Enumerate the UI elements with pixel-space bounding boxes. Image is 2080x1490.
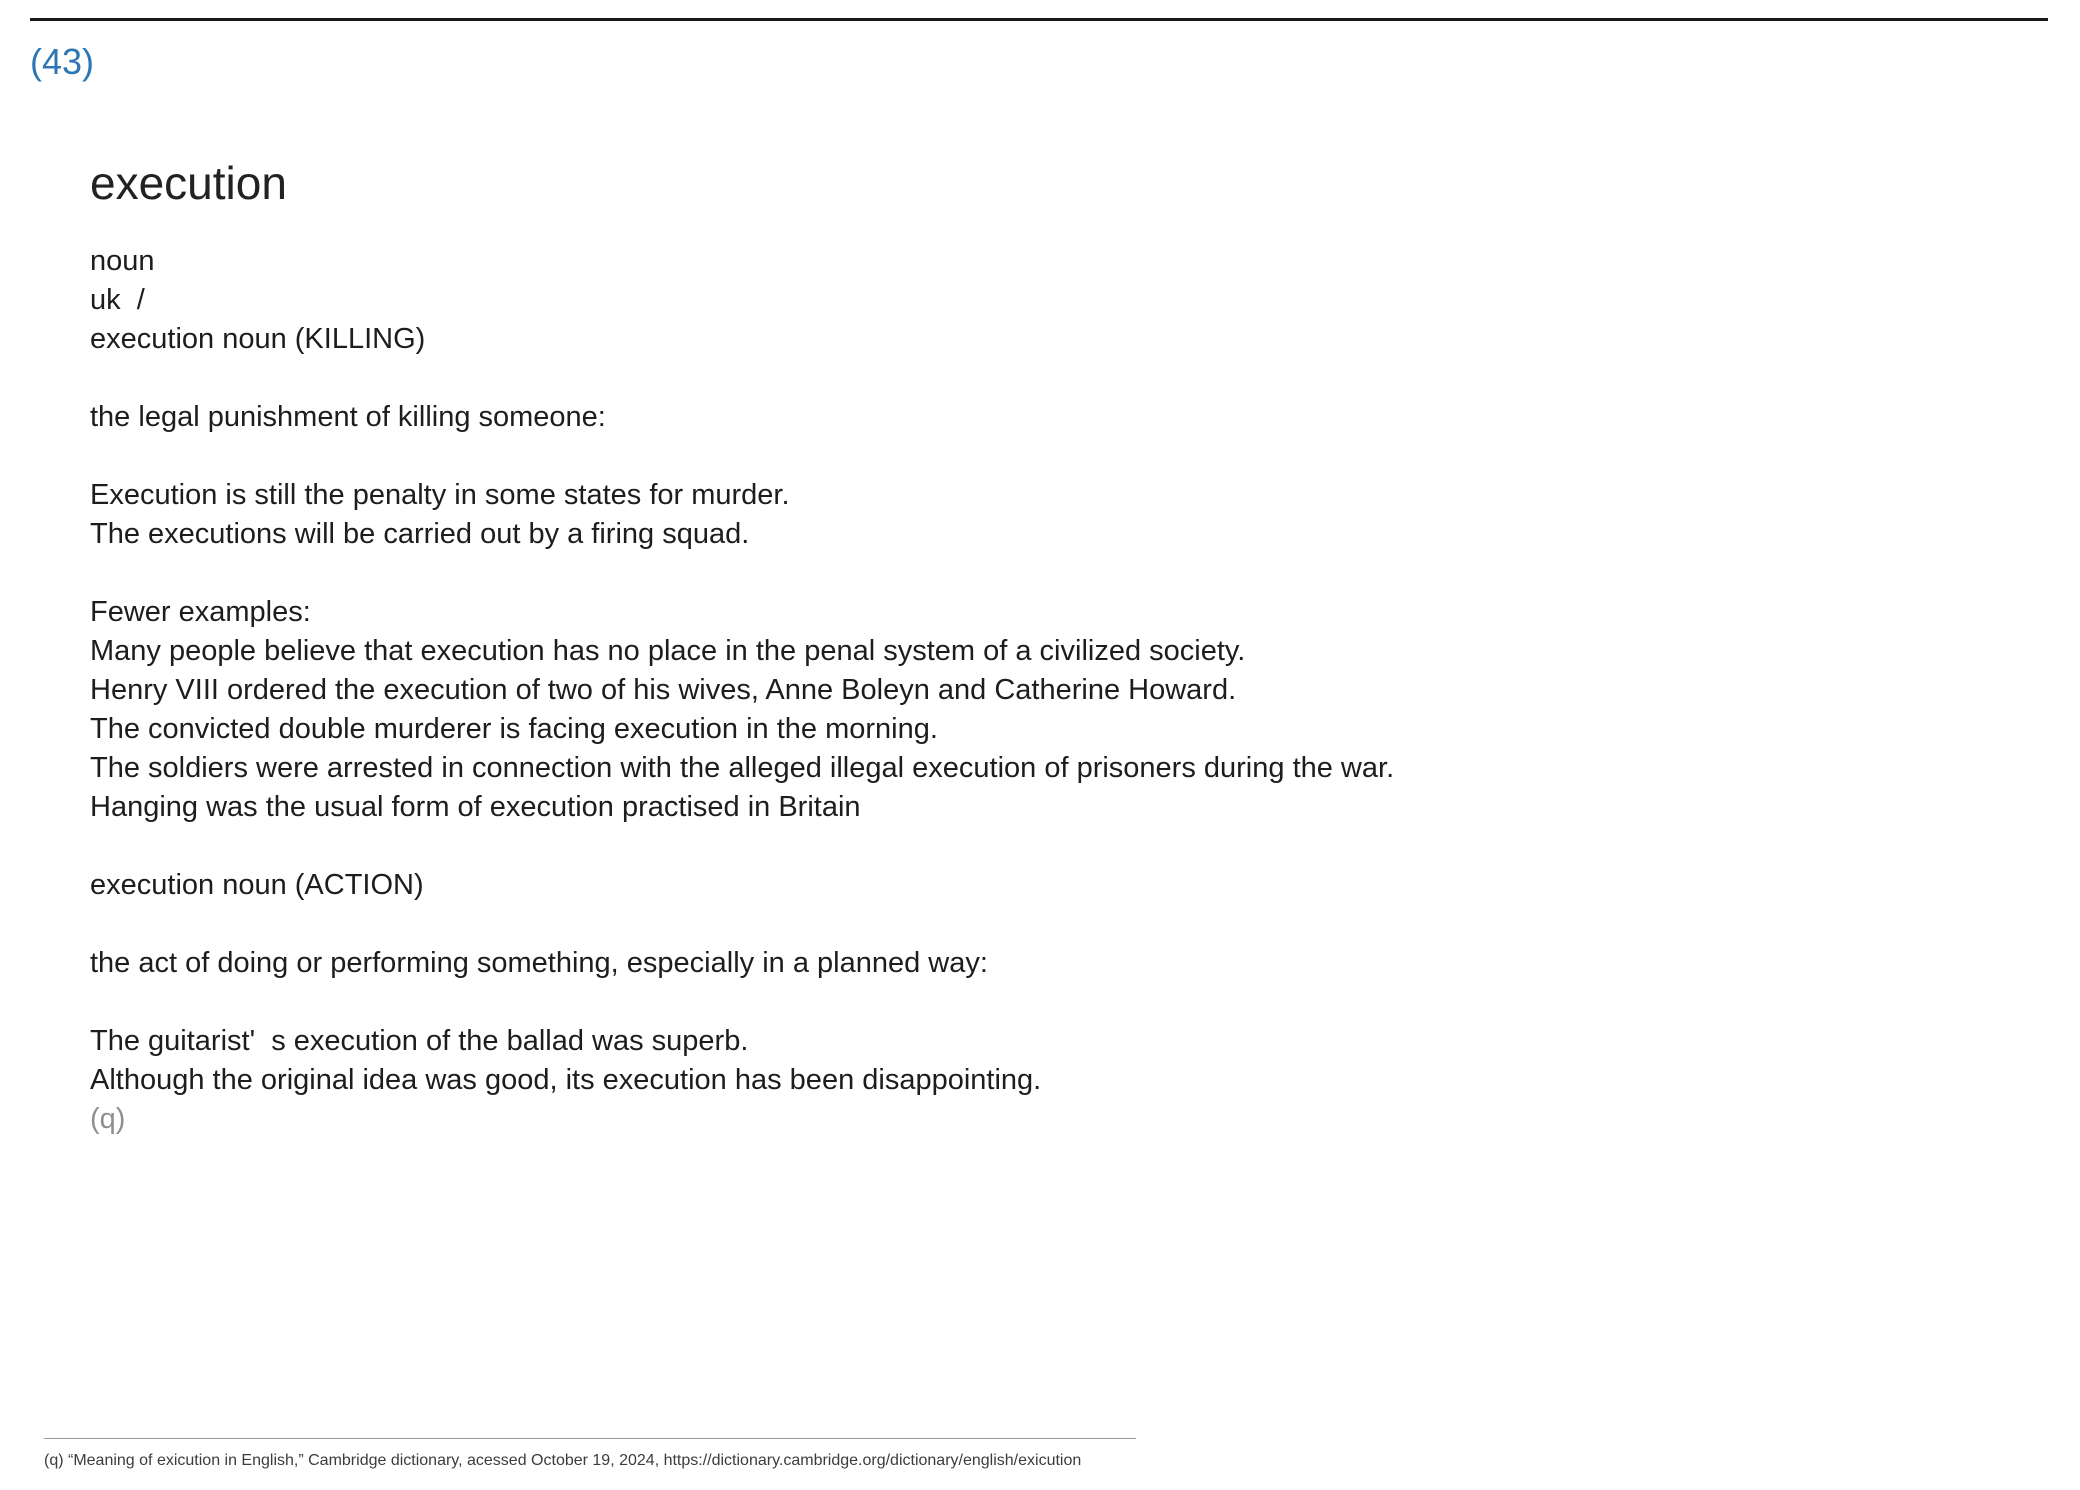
sense2-definition: the act of doing or performing something, especially in a planned way: xyxy=(90,947,988,979)
sense1-definition: the legal punishment of killing someone: xyxy=(90,401,606,433)
example-line: Hanging was the usual form of execution practised in Britain xyxy=(90,791,861,823)
sense2-label-block xyxy=(90,866,1980,905)
sense2-examples-block xyxy=(90,1022,1980,1139)
page-number: (43) xyxy=(30,41,95,82)
sense1-examples-block xyxy=(90,476,1980,554)
example-line: Henry VIII ordered the execution of two of his wives, Anne Boleyn and Catherine Howard. xyxy=(90,674,1237,706)
pronunciation-line: uk / xyxy=(90,284,145,316)
fewer-examples-block xyxy=(90,593,1980,827)
sense2-definition-block xyxy=(90,944,1980,983)
example-line: The guitarist' s execution of the ballad was superb. xyxy=(90,1025,749,1057)
headword-title: execution xyxy=(90,157,287,209)
example-line: Many people believe that execution has no place in the penal system of a civilized society. xyxy=(90,635,1246,667)
entry-meta-block xyxy=(90,242,1980,359)
footnote-citation: (q) “Meaning of exicution in English,” Cambridge dictionary, acessed October 19, 2024, https://dictionary.cambridge.org/dictionary/english/exicution xyxy=(44,1452,1082,1469)
sense1-definition-block xyxy=(90,398,1980,437)
fewer-examples-label: Fewer examples: xyxy=(90,596,311,628)
example-line: Although the original idea was good, its execution has been disappointing. xyxy=(90,1064,1042,1096)
citation-marker: (q) xyxy=(90,1103,126,1135)
footnote-divider xyxy=(44,1438,1136,1439)
top-divider xyxy=(30,18,2048,21)
part-of-speech: noun xyxy=(90,245,155,277)
example-line: The soldiers were arrested in connection with the alleged illegal execution of prisoners during the war. xyxy=(90,752,1395,784)
sense2-label: execution noun (ACTION) xyxy=(90,869,424,901)
example-line: The executions will be carried out by a firing squad. xyxy=(90,518,750,550)
sense1-label: execution noun (KILLING) xyxy=(90,323,426,355)
example-line: The convicted double murderer is facing execution in the morning. xyxy=(90,713,938,745)
example-line: Execution is still the penalty in some states for murder. xyxy=(90,479,790,511)
dictionary-entry xyxy=(90,152,1980,1178)
